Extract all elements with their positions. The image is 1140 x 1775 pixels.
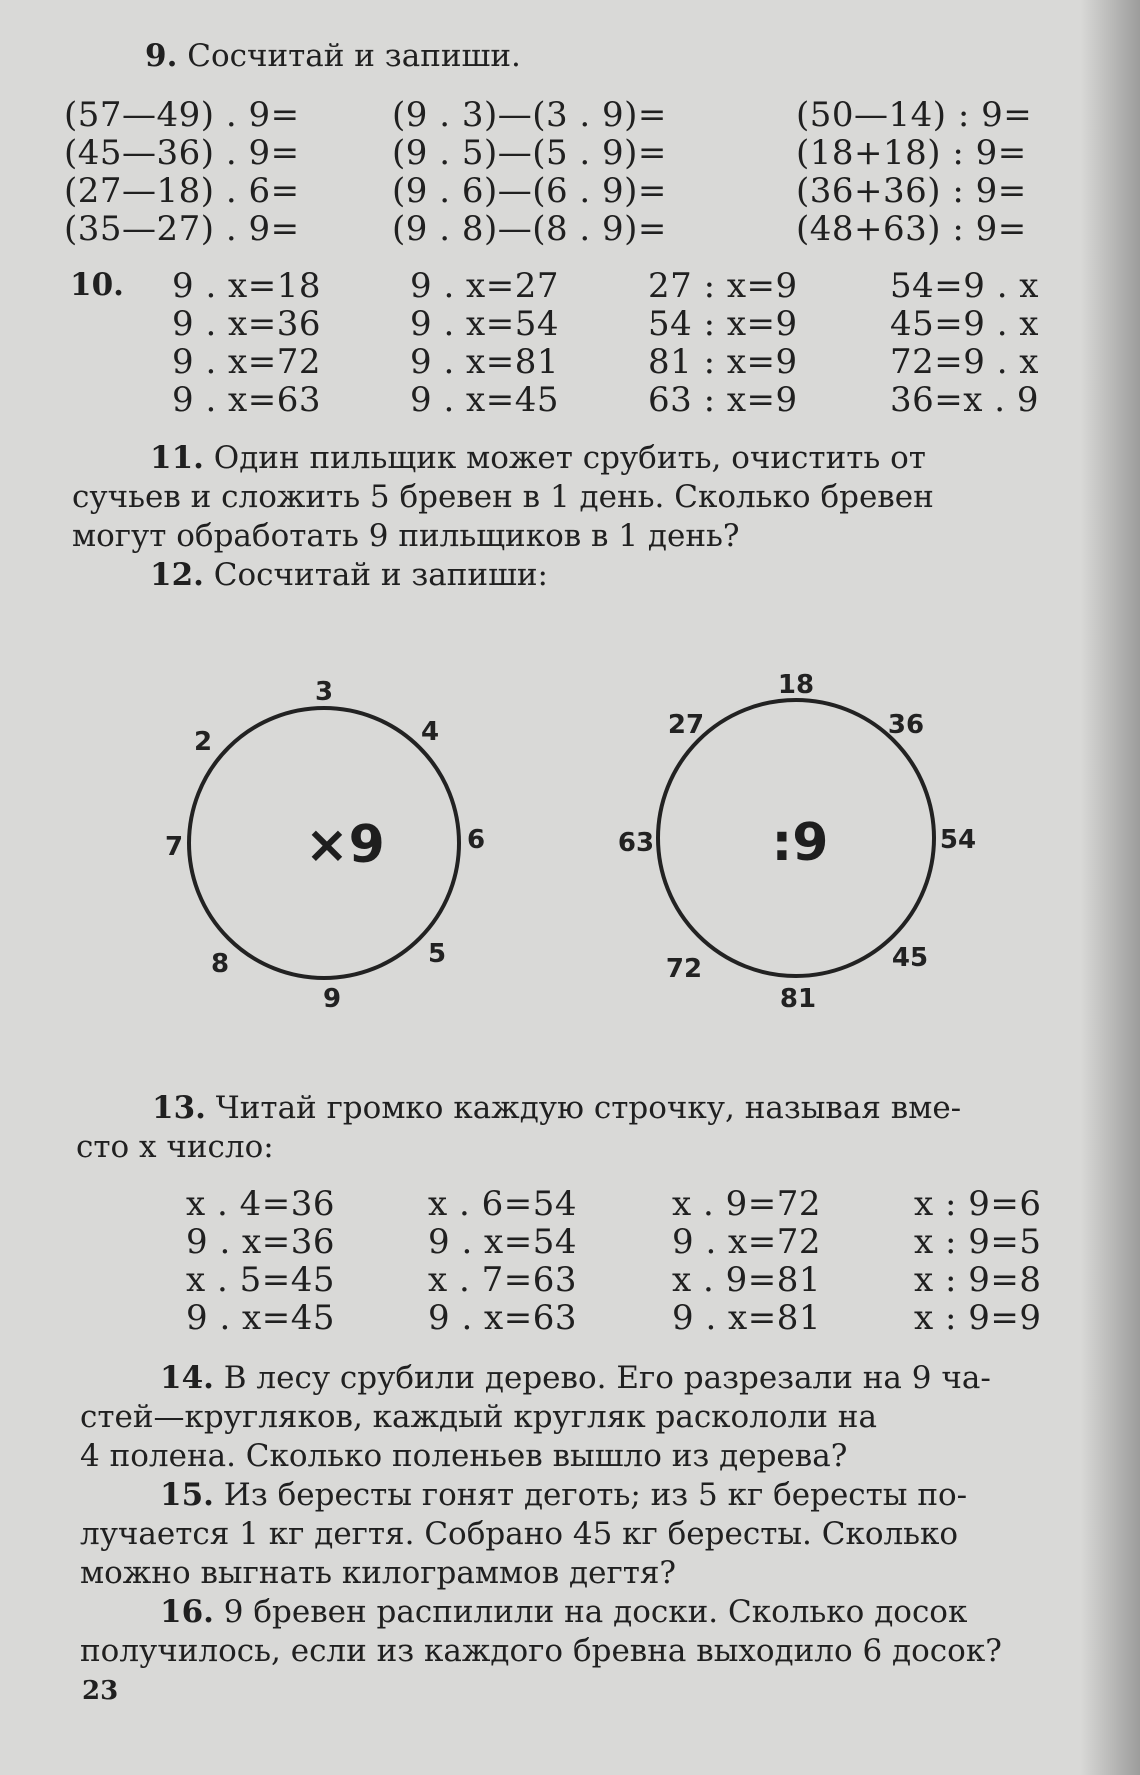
circle-number: 36 [887,710,925,740]
ex10-equation: 81 : x=9 [648,342,798,382]
ex10-equation: 63 : x=9 [648,380,798,420]
ex10-equation: 9 . x=63 [172,380,321,420]
ex11-line: сучьев и сложить 5 бревен в 1 день. Сколько бревен [72,479,934,515]
ex14-line: 4 полена. Сколько поленьев вышло из дерева? [80,1438,848,1474]
circle-number: 8 [210,949,230,979]
ex10-equation: 72=9 . x [890,342,1039,382]
ex13-equation: x . 7=63 [428,1260,577,1300]
ex9-expression: (9 . 5)—(5 . 9)= [392,133,667,173]
ex9-title: Сосчитай и запиши. [187,38,521,74]
divide-center-label: :9 [771,813,829,873]
circle-number: 18 [777,670,815,700]
ex15-number: 15. [160,1477,214,1513]
ex13-equation: 9 . x=36 [186,1222,335,1262]
ex13-equation: 9 . x=63 [428,1298,577,1338]
ex10-equation: 9 . x=36 [172,304,321,344]
ex9-expression: (45—36) . 9= [64,133,300,173]
ex14-text: В лесу срубили дерево. Его разрезали на 9 ча- [223,1360,991,1396]
ex10-equation: 45=9 . x [890,304,1039,344]
ex13-equation: x : 9=9 [914,1298,1042,1338]
ex13-equation: x : 9=5 [914,1222,1042,1262]
ex16-line: получилось, если из каждого бревна выходило 6 досок? [80,1633,1002,1669]
ex9-expression: (36+36) : 9= [796,171,1027,211]
ex9-expression: (50—14) : 9= [796,95,1033,135]
ex13-equation: 9 . x=45 [186,1298,335,1338]
ex12-text: Сосчитай и запиши: [213,557,549,593]
ex9-expression: (48+63) : 9= [796,209,1027,249]
ex16-line [160,1594,967,1630]
ex13-equation: x : 9=8 [914,1260,1042,1300]
ex10-number-text: 10. [70,267,124,303]
ex10-equation: 9 . x=54 [410,304,559,344]
circle-number: 3 [314,677,334,707]
ex11-text: Один пильщик может срубить, очистить от [213,440,926,476]
ex13-line: сто x число: [76,1129,274,1165]
page-number: 23 [82,1676,119,1706]
ex10-equation: 54 : x=9 [648,304,798,344]
ex14-number: 14. [160,1360,214,1396]
ex9-expression: (57—49) . 9= [64,95,300,135]
ex10-equation: 54=9 . x [890,266,1039,306]
ex13-equation: 9 . x=81 [672,1298,821,1338]
circle-number: 54 [939,825,977,855]
ex13-text: Читай громко каждую строчку, называя вме- [215,1090,962,1126]
circle-number: 72 [665,954,703,984]
ex16-number: 16. [160,1594,214,1630]
ex15-line [160,1477,967,1513]
ex13-equation: 9 . x=54 [428,1222,577,1262]
ex15-text: Из бересты гонят деготь; из 5 кг бересты по- [223,1477,968,1513]
ex9-expression: (9 . 3)—(3 . 9)= [392,95,667,135]
ex14-line [160,1360,991,1396]
ex13-line [152,1090,961,1126]
circle-number: 63 [617,828,655,858]
circle-number: 9 [322,984,342,1014]
ex13-equation: x . 6=54 [428,1184,577,1224]
ex9-expression: (18+18) : 9= [796,133,1027,173]
circle-number: 7 [164,832,184,862]
ex11-line: могут обработать 9 пильщиков в 1 день? [72,518,740,554]
ex12-number: 12. [150,557,204,593]
circle-number: 27 [667,710,705,740]
circle-number: 4 [420,717,440,747]
ex10-equation: 9 . x=45 [410,380,559,420]
circle-number: 5 [427,939,447,969]
ex10-equation: 27 : x=9 [648,266,798,306]
ex13-equation: x . 9=72 [672,1184,821,1224]
ex9-number: 9. [145,38,178,74]
ex16-text: 9 бревен распилили на доски. Сколько досок [223,1594,968,1630]
circle-number: 6 [466,825,486,855]
ex13-number: 13. [152,1090,206,1126]
ex9-expression: (35—27) . 9= [64,209,300,249]
ex13-equation: 9 . x=72 [672,1222,821,1262]
ex10-equation: 36=x . 9 [890,380,1039,420]
circle-number: 81 [779,984,817,1014]
ex9-expression: (9 . 6)—(6 . 9)= [392,171,667,211]
multiply-center-label: ×9 [305,815,385,875]
ex13-equation: x . 5=45 [186,1260,335,1300]
ex10-equation: 9 . x=81 [410,342,559,382]
ex15-line: можно выгнать килограммов дегтя? [80,1555,677,1591]
circle-number: 45 [891,943,929,973]
ex13-equation: x . 4=36 [186,1184,335,1224]
ex14-line: стей—кругляков, каждый кругляк раскололи на [80,1399,877,1435]
ex11-number: 11. [150,440,204,476]
ex10-equation: 9 . x=27 [410,266,559,306]
circle-number: 2 [193,727,213,757]
ex9-expression: (27—18) . 6= [64,171,300,211]
ex9-expression: (9 . 8)—(8 . 9)= [392,209,667,249]
ex13-equation: x . 9=81 [672,1260,821,1300]
ex15-line: лучается 1 кг дегтя. Собрано 45 кг бересты. Сколько [80,1516,959,1552]
ex10-equation: 9 . x=72 [172,342,321,382]
ex10-equation: 9 . x=18 [172,266,321,306]
ex13-equation: x : 9=6 [914,1184,1042,1224]
